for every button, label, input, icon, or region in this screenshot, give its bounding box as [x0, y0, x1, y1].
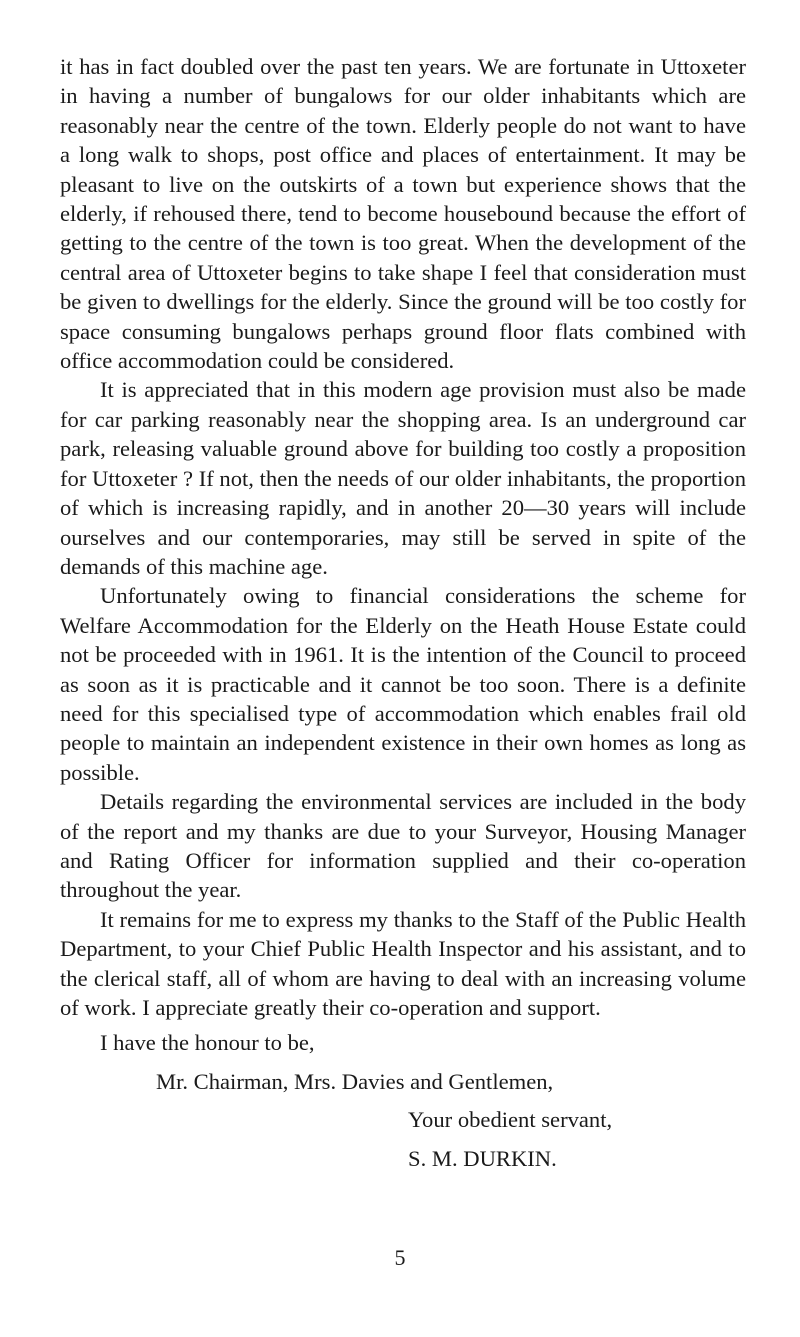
closing-signature: S. M. DURKIN.: [408, 1145, 557, 1171]
paragraph-elderly-housing: it has in fact doubled over the past ten years. We are fortunate in Uttoxeter in having a number of bungalows for our older inhabitants which are reasonably near the centre of the town. Elderly people do not want to have a long walk to shops, post office and places of entertainment. It may be pleasant to live on the outskirts of a town but experience shows that the elderly, if rehoused there, tend to become housebound because the effort of getting to the centre of the town is too great. When the development of the central area of Uttoxeter begins to take shape I feel that consideration must be given to dwellings for the elderly. Since the ground will be too costly for space consuming bungalows perhaps ground floor flats combined with office accommodation could be considered.: [60, 54, 746, 374]
paragraph-thanks-staff: It remains for me to express my thanks to the Staff of the Public Health Department, to your Chief Public Health Inspector and his assistant, and to the clerical staff, all of whom are having to deal with an increasing volume of work. I appreciate greatly their co-operation and support.: [60, 906, 746, 1020]
letter-body: [60, 52, 746, 1173]
paragraph-welfare-accommodation: Unfortunately owing to financial considerations the scheme for Welfare Accommodation for the Elderly on the Heath House Estate could not be proceeded with in 1961. It is the intention of the Council to proceed as soon as it is practicable and it cannot be too soon. There is a definite need for this specialised type of accommodation which enables frail old people to maintain an independent existence in their own homes as long as possible.: [60, 583, 746, 785]
closing-valediction: Your obedient servant,: [408, 1107, 613, 1133]
closing-honour: I have the honour to be,: [100, 1030, 315, 1056]
paragraph-environmental-services: Details regarding the environmental services are included in the body of the report and my thanks are due to your Surveyor, Housing Manager and Rating Officer for information supplied and their co-operation throughout the year.: [60, 789, 746, 903]
page-number: 5: [394, 1245, 406, 1270]
paragraph-car-parking: It is appreciated that in this modern age provision must also be made for car parking reasonably near the shopping area. Is an underground car park, releasing valuable ground above for building too costly a proposition for Uttoxeter ? If not, then the needs of our older inhabitants, the proportion of which is increasing rapidly, and in another 20—30 years will include ourselves and our contemporaries, may still be served in spite of the demands of this machine age.: [60, 377, 746, 579]
closing-salutation: Mr. Chairman, Mrs. Davies and Gentlemen,: [156, 1068, 554, 1094]
letter-closing: [60, 1028, 746, 1173]
